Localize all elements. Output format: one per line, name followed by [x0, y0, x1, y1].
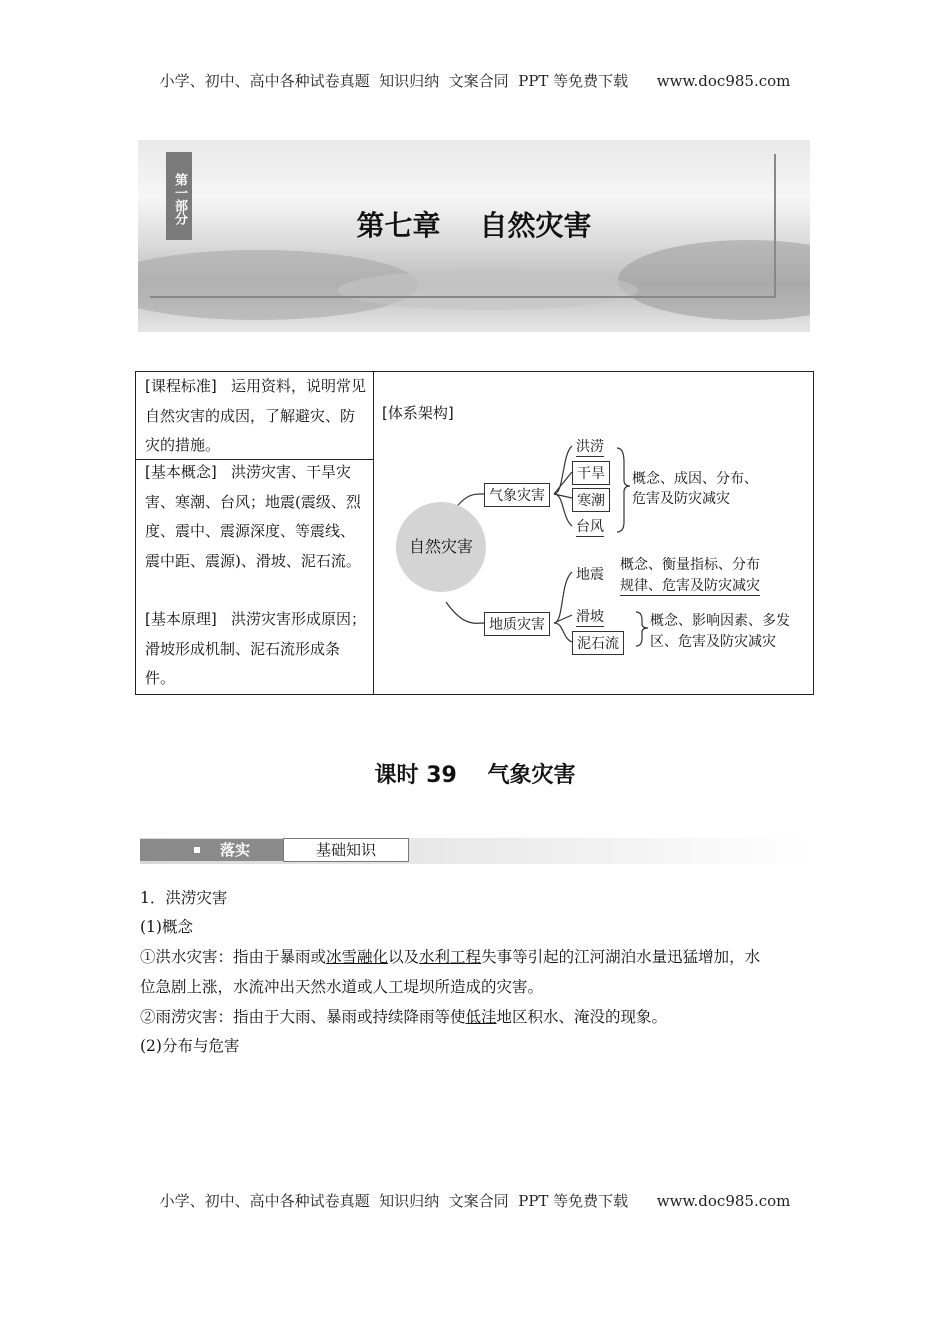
heading-concept: (1)概念: [140, 918, 193, 936]
section-dark-text: 落实: [220, 841, 251, 859]
chapter-banner: [138, 140, 810, 332]
brace: [636, 612, 648, 646]
concept-tag: [基本概念]: [145, 463, 217, 481]
meteo-desc: 概念、成因、分布、: [632, 471, 758, 487]
meteo-desc: 危害及防灾减灾: [632, 491, 730, 507]
geo-item: 滑坡: [576, 606, 604, 627]
quake-desc: 规律、危害及防灾减灾: [620, 575, 760, 596]
principle-text: 洪涝灾害形成原因；滑坡形成机制、泥石流形成条件。: [145, 610, 367, 687]
overview-table: [135, 371, 814, 695]
brace: [617, 448, 630, 532]
heading-distribution: (2)分布与危害: [140, 1037, 240, 1055]
chapter-title: 第七章 自然灾害: [356, 209, 592, 242]
paragraph-text: ①洪水灾害：指由于暴雨或: [140, 948, 327, 966]
connector-line: [554, 623, 572, 642]
page-footer: 小学、初中、高中各种试卷真题 知识归纳 文案合同 PPT 等免费下载 www.doc985.com: [159, 1192, 791, 1210]
standard-tag: [课程标准]: [145, 377, 217, 395]
framework-tag: [体系架构]: [382, 404, 454, 422]
overview-left-column: [136, 372, 374, 694]
connector-line: [554, 572, 572, 623]
meteo-item: 洪涝: [576, 436, 604, 457]
geo-desc: 区、危害及防灾减灾: [650, 634, 776, 650]
paragraph-text: ②雨涝灾害：指由于大雨、暴雨或持续降雨等使: [140, 1008, 466, 1026]
lesson-title: 课时 39 气象灾害: [374, 763, 576, 788]
quake-node: 地震: [576, 567, 604, 583]
center-node: 自然灾害: [396, 502, 486, 592]
concept-text: 洪涝灾害、干旱灾害、寒潮、台风；地震(震级、烈度、震中、震源深度、等震线、震中距、震源)、滑坡、泥石流。: [145, 463, 361, 570]
curriculum-standard: [145, 372, 367, 461]
paragraph-text: 位急剧上涨，水流冲出天然水道或人工堤坝所造成的灾害。: [140, 977, 544, 996]
paragraph-text: 以及: [388, 948, 420, 966]
underlined-term: 低洼: [465, 1008, 497, 1026]
paragraph-waterlogging: [140, 1003, 812, 1033]
paragraph-text: 地区积水、淹没的现象。: [496, 1008, 668, 1026]
meteo-item: 台风: [576, 516, 604, 537]
section-light-label: 基础知识: [283, 838, 409, 862]
section-bar: [140, 838, 810, 864]
heading-flood: 1．洪涝灾害: [140, 889, 228, 907]
meteo-item: 寒潮: [572, 488, 610, 512]
connector-line: [554, 615, 572, 623]
quake-desc: 概念、衡量指标、分布: [620, 557, 760, 573]
page-header: 小学、初中、高中各种试卷真题 知识归纳 文案合同 PPT 等免费下载 www.doc985.com: [159, 72, 791, 90]
meteorological-node: 气象灾害: [484, 483, 550, 507]
paragraph-flood: [140, 943, 812, 1002]
basic-concepts: [145, 458, 367, 576]
geo-desc: 概念、影响因素、多发: [650, 613, 790, 629]
part-label: 第一部分: [166, 152, 192, 240]
curriculum-standard-cell: [136, 372, 373, 460]
section-dark-label: [140, 839, 283, 861]
underlined-term: 冰雪融化: [326, 948, 389, 966]
geo-item: 泥石流: [572, 631, 624, 655]
square-bullet-icon: [194, 847, 200, 853]
connector-line: [554, 446, 572, 494]
meteo-item: 干旱: [572, 461, 610, 485]
paragraph-text: 失事等引起的江河湖泊水量迅猛增加，水: [481, 948, 761, 966]
connector-line: [554, 494, 572, 526]
framework-diagram: [374, 372, 814, 694]
underlined-term: 水利工程: [419, 948, 482, 966]
basic-principles: [145, 605, 367, 694]
principle-tag: [基本原理]: [145, 610, 217, 628]
geological-node: 地质灾害: [484, 612, 550, 636]
connector-line: [446, 602, 484, 623]
standard-text: 运用资料，说明常见自然灾害的成因，了解避灾、防灾的措施。: [145, 377, 367, 454]
